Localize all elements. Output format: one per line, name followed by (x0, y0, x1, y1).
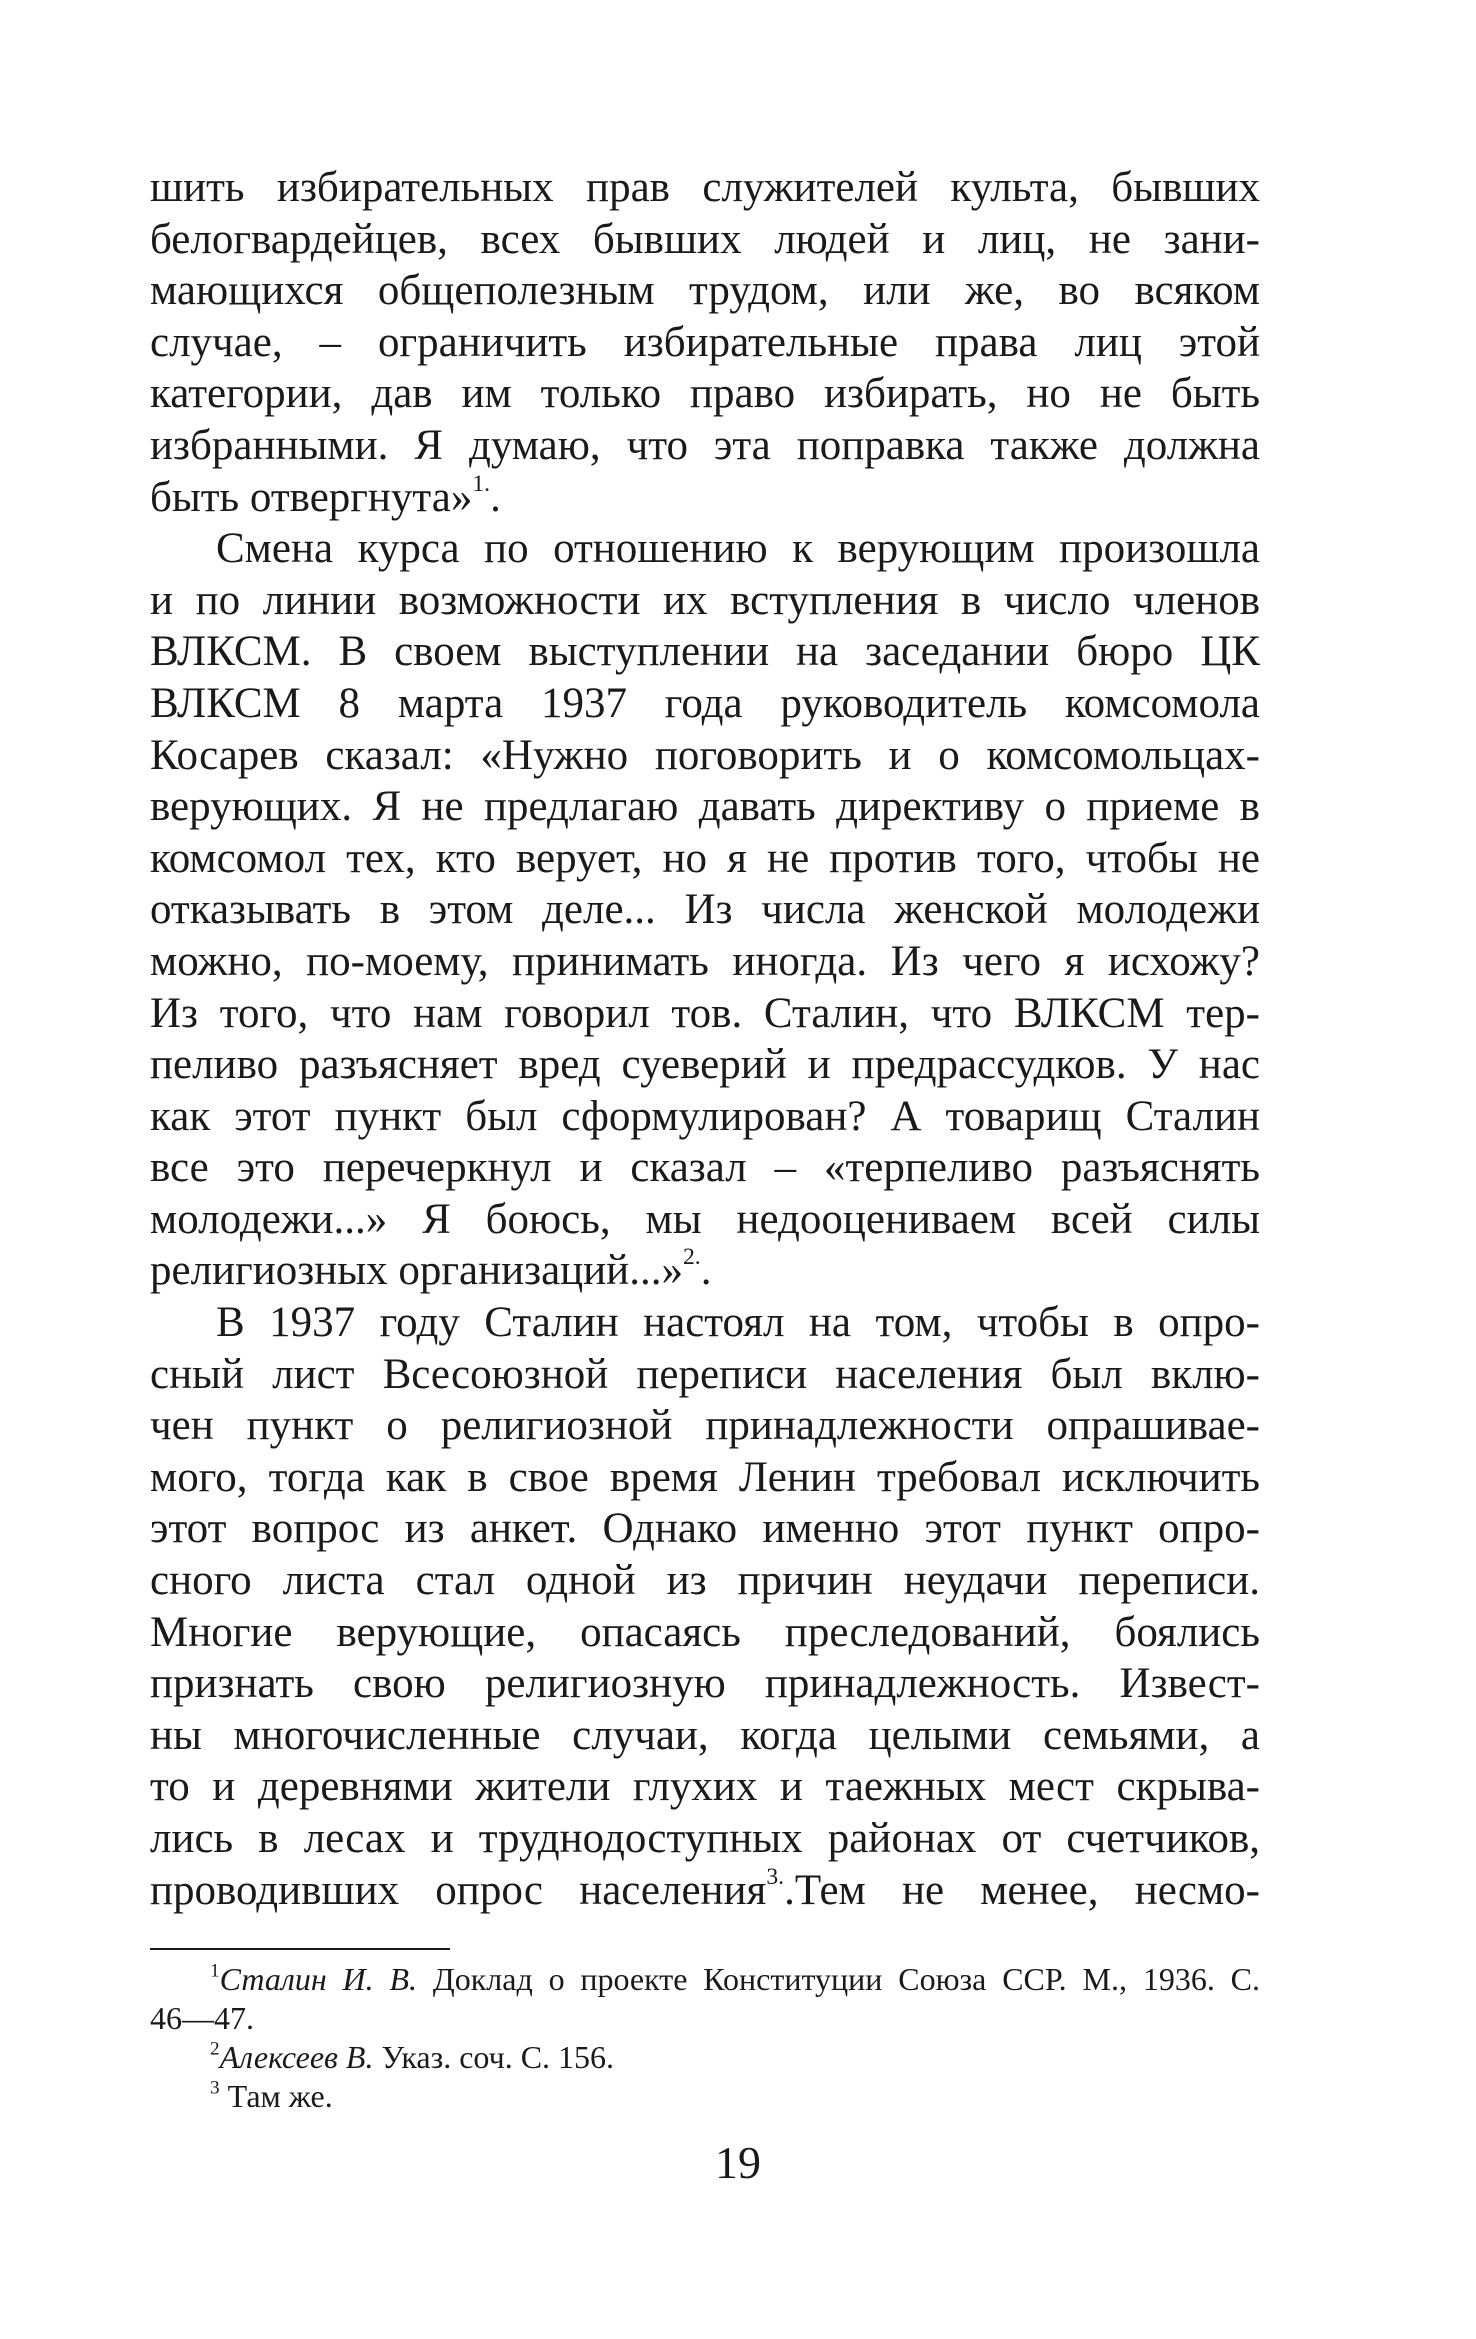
text-line-2: белогвардейцев, всех бывших людей и лиц, не зани- (150, 215, 1260, 263)
text-line-34 (150, 1865, 1260, 1917)
footnote-separator (150, 1948, 450, 1950)
text-line-11: ВЛКСМ 8 марта 1937 года руководитель комсомола (150, 679, 1260, 727)
footnote-3-number: 3 (210, 2077, 220, 2099)
text-line-7-main: быть отвергнута» (150, 473, 473, 521)
text-line-21: молодежи...» Я боюсь, мы недооцениваем всей силы (150, 1195, 1260, 1243)
text-line-9: и по линии возможности их вступления в число членов (150, 576, 1260, 624)
text-line-26: мого, тогда как в свое время Ленин требовал исключить (150, 1453, 1260, 1501)
text-line-22-tail: . (700, 1247, 712, 1295)
page-number: 19 (715, 2137, 761, 2188)
text-line-24: сный лист Всесоюзной переписи населения был вклю- (150, 1350, 1260, 1398)
text-line-14: комсомол тех, кто верует, но я не против того, чтобы не (150, 834, 1260, 882)
footnote-ref-3: 3. (766, 1863, 785, 1890)
text-line-17: Из того, что нам говорил тов. Сталин, что ВЛКСМ тер- (150, 989, 1260, 1037)
text-line-34-main: проводивших опрос населения (150, 1866, 767, 1914)
text-line-20: все это перечеркнул и сказал – «терпеливо разъяснять (150, 1144, 1260, 1192)
text-line-22-main: религиозных организаций...» (150, 1247, 683, 1295)
footnote-1-number: 1 (210, 1960, 220, 1982)
text-line-18: пеливо разъясняет вред суеверий и предрассудков. У нас (150, 1041, 1260, 1089)
footnote-ref-1: 1. (472, 470, 491, 497)
text-line-22 (150, 1245, 1260, 1297)
text-line-3: мающихся общеполезным трудом, или же, во всяком (150, 267, 1260, 315)
text-line-1: шить избирательных прав служителей культа, бывших (150, 164, 1260, 211)
footnote-2-author: Алексеев В. (219, 2039, 374, 2075)
text-line-5: категории, дав им только право избирать, но не быть (150, 370, 1260, 418)
text-line-30: признать свою религиозную принадлежность. Извест- (150, 1660, 1260, 1708)
footnote-1 (150, 1960, 1260, 1999)
footnote-2-number: 2 (210, 2038, 220, 2060)
footnote-ref-2: 2. (682, 1244, 701, 1271)
text-line-29: Многие верующие, опасаясь преследований, боялись (150, 1608, 1260, 1656)
text-line-7-tail: . (490, 473, 501, 521)
text-line-19: как этот пункт был сформулирован? А товарищ Сталин (150, 1092, 1260, 1140)
text-line-25: чен пункт о религиозной принадлежности опрашивае- (150, 1402, 1260, 1450)
text-line-6: избранными. Я думаю, что эта поправка также должна (150, 421, 1260, 469)
text-line-31: ны многочисленные случаи, когда целыми семьями, а (150, 1711, 1260, 1759)
text-line-23: В 1937 году Сталин настоял на том, чтобы в опро- (216, 1299, 1260, 1347)
footnote-2-text: Указ. соч. С. 156. (373, 2039, 615, 2075)
text-line-4: случае, – ограничить избирательные права лиц этой (150, 318, 1260, 366)
footnote-2 (150, 2038, 1260, 2077)
text-line-13: верующих. Я не предлагаю давать директиву о приеме в (150, 783, 1260, 831)
text-line-12: Косарев сказал: «Нужно поговорить и о комсомольцах- (150, 731, 1260, 779)
text-line-7 (150, 472, 1260, 524)
main-text (150, 162, 1260, 1916)
text-line-15: отказывать в этом деле... Из числа женской молодежи (150, 886, 1260, 934)
footnotes (150, 1960, 1260, 2116)
text-line-10: ВЛКСМ. В своем выступлении на заседании бюро ЦК (150, 628, 1260, 676)
footnote-1-author: Сталин И. В. (219, 1961, 418, 1997)
text-line-8: Смена курса по отношению к верующим произошла (216, 525, 1260, 573)
footnote-3 (150, 2077, 1260, 2116)
footnote-1-continuation: 46—47. (150, 2000, 254, 2036)
text-line-33: лись в лесах и труднодоступных районах от счетчиков, (150, 1815, 1260, 1862)
footnote-3-text: Там же. (219, 2078, 333, 2114)
footnote-1-text: Доклад о проекте Конституции Союза ССР. М., 1936. С. (417, 1961, 1261, 1997)
text-line-27: этот вопрос из анкет. Однако именно этот пункт опро- (150, 1505, 1260, 1553)
text-line-16: можно, по-моему, принимать иногда. Из чего я исхожу? (150, 937, 1260, 985)
text-line-28: сного листа стал одной из причин неудачи переписи. (150, 1557, 1260, 1605)
text-line-34-tail: .Тем не менее, несмо- (784, 1866, 1261, 1914)
text-line-32: то и деревнями жители глухих и таежных мест скрыва- (150, 1763, 1260, 1811)
